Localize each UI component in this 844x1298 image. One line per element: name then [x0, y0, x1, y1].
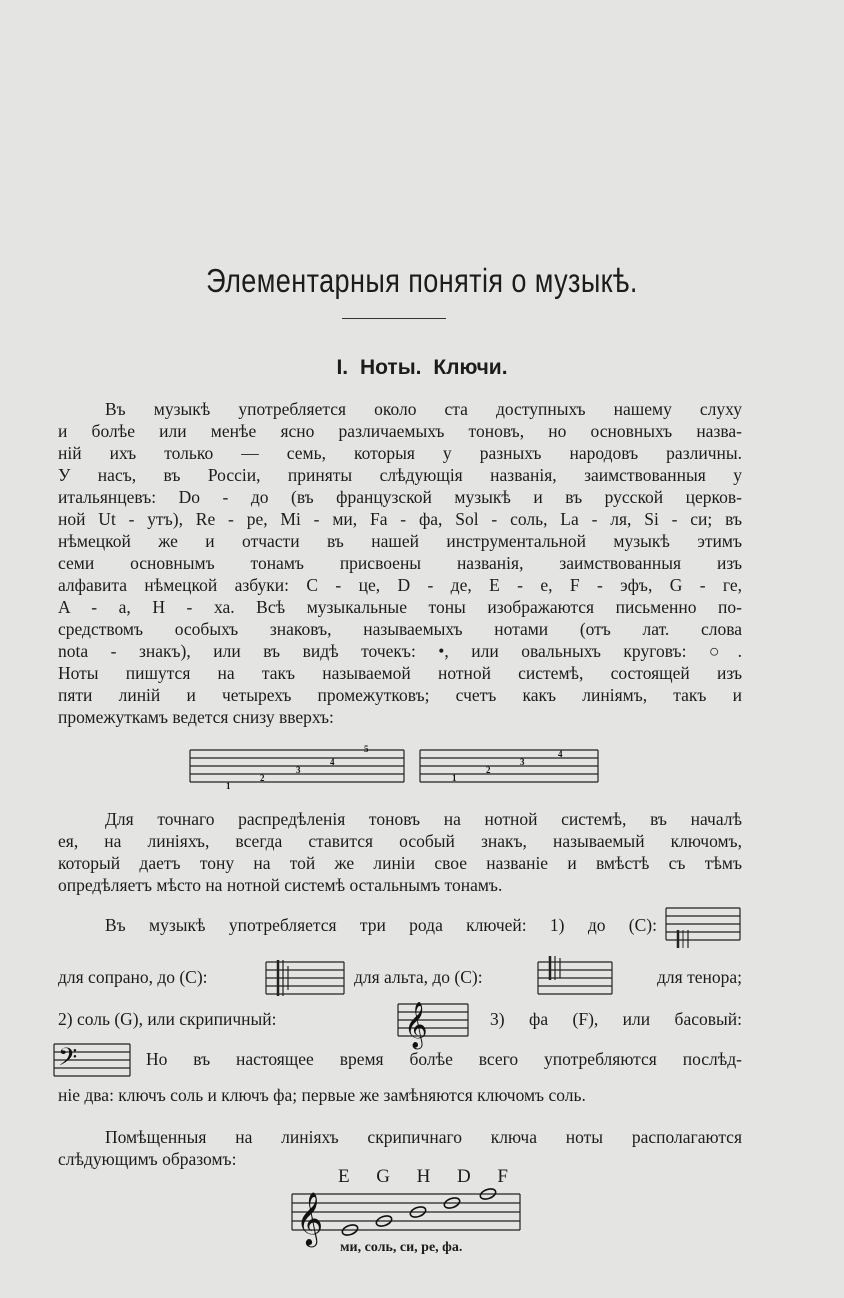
staff-lines-figure [188, 744, 408, 792]
staff-space-number: 2 [486, 765, 491, 775]
tenor-label: для тенора; [657, 967, 742, 987]
note-letters [338, 1166, 508, 1188]
section-heading: I. Ноты. Ключи. [336, 356, 508, 379]
staff-line-number: 2 [260, 773, 265, 783]
para1-line: ній ихъ только — семь, которыя у разныхъ народовъ различны. [58, 443, 742, 463]
staff-space-number: 1 [452, 773, 457, 783]
clefs-note: Но въ настоящее время болѣе всего употребляются послѣд- [146, 1049, 742, 1069]
para1-line: A - а, H - ха. Всѣ музыкальные тоны изображаются письменно по- [58, 597, 742, 617]
note-letter: F [497, 1166, 508, 1187]
para1-line: промежуткамъ ведется снизу вверхъ: [58, 707, 334, 727]
note-letter: H [416, 1166, 431, 1187]
para1-line: и болѣе или менѣе ясно различаемыхъ тоновъ, но основныхъ назва- [58, 421, 742, 441]
staff-line-number: 1 [226, 781, 231, 791]
para1-line: nota - знакъ), или въ видѣ точекъ: •, или овальныхъ круговъ: ○. [58, 641, 742, 661]
title-divider [342, 318, 446, 319]
note-letter: G [376, 1166, 390, 1187]
para1-line: Ноты пишутся на такъ называемой нотной системѣ, состоящей изъ [58, 663, 742, 683]
note-solfege: ми, соль, си, ре, фа. [340, 1240, 463, 1255]
staff-space-number: 3 [520, 757, 525, 767]
staff-line-number: 3 [296, 765, 301, 775]
para2-line: Для точнаго распредѣленія тоновъ на нотной системѣ, въ началѣ [105, 809, 742, 829]
svg-text:𝄞: 𝄞 [404, 1002, 428, 1048]
para4-line: Помѣщенныя на линіяхъ скрипичнаго ключа ноты располагаются [105, 1127, 742, 1147]
para1-line: Въ музыкѣ употребляется около ста доступныхъ нашему слуху [105, 399, 742, 419]
staff-line-number: 4 [330, 757, 335, 767]
staff-space-number: 4 [558, 749, 563, 759]
treble-clef-icon [396, 996, 472, 1048]
para1-line: У насъ, въ Россіи, приняты слѣдующія названія, заимствованныя у [58, 465, 742, 485]
para4-line: слѣдующимъ образомъ: [58, 1149, 237, 1169]
para1-line: ной Ut - утъ), Re - ре, Mi - ми, Fa - фа, Sol - соль, La - ля, Si - си; въ [58, 509, 742, 529]
alto-clef-icon [264, 958, 348, 998]
para1-line: итальянцевъ: Do - до (въ французской музыкѣ и въ русской церков- [58, 487, 742, 507]
svg-text:𝄢: 𝄢 [58, 1043, 78, 1078]
para1-line: средствомъ особыхъ знаковъ, называемыхъ нотами (отъ лат. слова [58, 619, 742, 639]
clefs-intro: Въ музыкѣ употребляется три рода ключей: 1) до (С): [105, 915, 657, 935]
soprano-clef-icon [664, 902, 744, 948]
treble-notes-staff [288, 1186, 524, 1244]
para2-line: ея, на линіяхъ, всегда ставится особый знакъ, называемый ключомъ, [58, 831, 742, 851]
bass-label: 3) фа (F), или басовый: [490, 1009, 742, 1029]
soprano-label: для сопрано, до (С): [58, 967, 208, 987]
para2-line: который даетъ тону на той же линіи свое названіе и вмѣстѣ съ тѣмъ [58, 853, 742, 873]
svg-text:𝄞: 𝄞 [296, 1191, 324, 1245]
para1-line: пяти линій и четырехъ промежутковъ; счетъ какъ линіямъ, такъ и [58, 685, 742, 705]
para1-line: нѣмецкой же и отчасти въ нашей инструментальной музыкѣ этимъ [58, 531, 742, 551]
bass-clef-icon [52, 1040, 134, 1080]
para1-line: алфавита нѣмецкой азбуки: C - це, D - де, E - е, F - эфъ, G - ге, [58, 575, 742, 595]
note-letter: D [457, 1166, 471, 1187]
para2-line: опредѣляетъ мѣсто на нотной системѣ остальнымъ тонамъ. [58, 875, 503, 895]
page-title: Элементарныя понятія о музыкѣ. [206, 262, 638, 299]
clefs-note-end: ніе два: ключъ соль и ключъ фа; первые же замѣняются ключомъ соль. [58, 1085, 586, 1105]
staff-spaces-figure [418, 744, 602, 792]
tenor-clef-icon [536, 956, 616, 996]
para1-line: семи основнымъ тонамъ присвоены названія, заимствованныя изъ [58, 553, 742, 573]
alto-label: для альта, до (С): [354, 967, 483, 987]
note-letter: E [338, 1166, 350, 1187]
staff-line-number: 5 [364, 744, 369, 754]
treble-label: 2) соль (G), или скрипичный: [58, 1009, 277, 1029]
